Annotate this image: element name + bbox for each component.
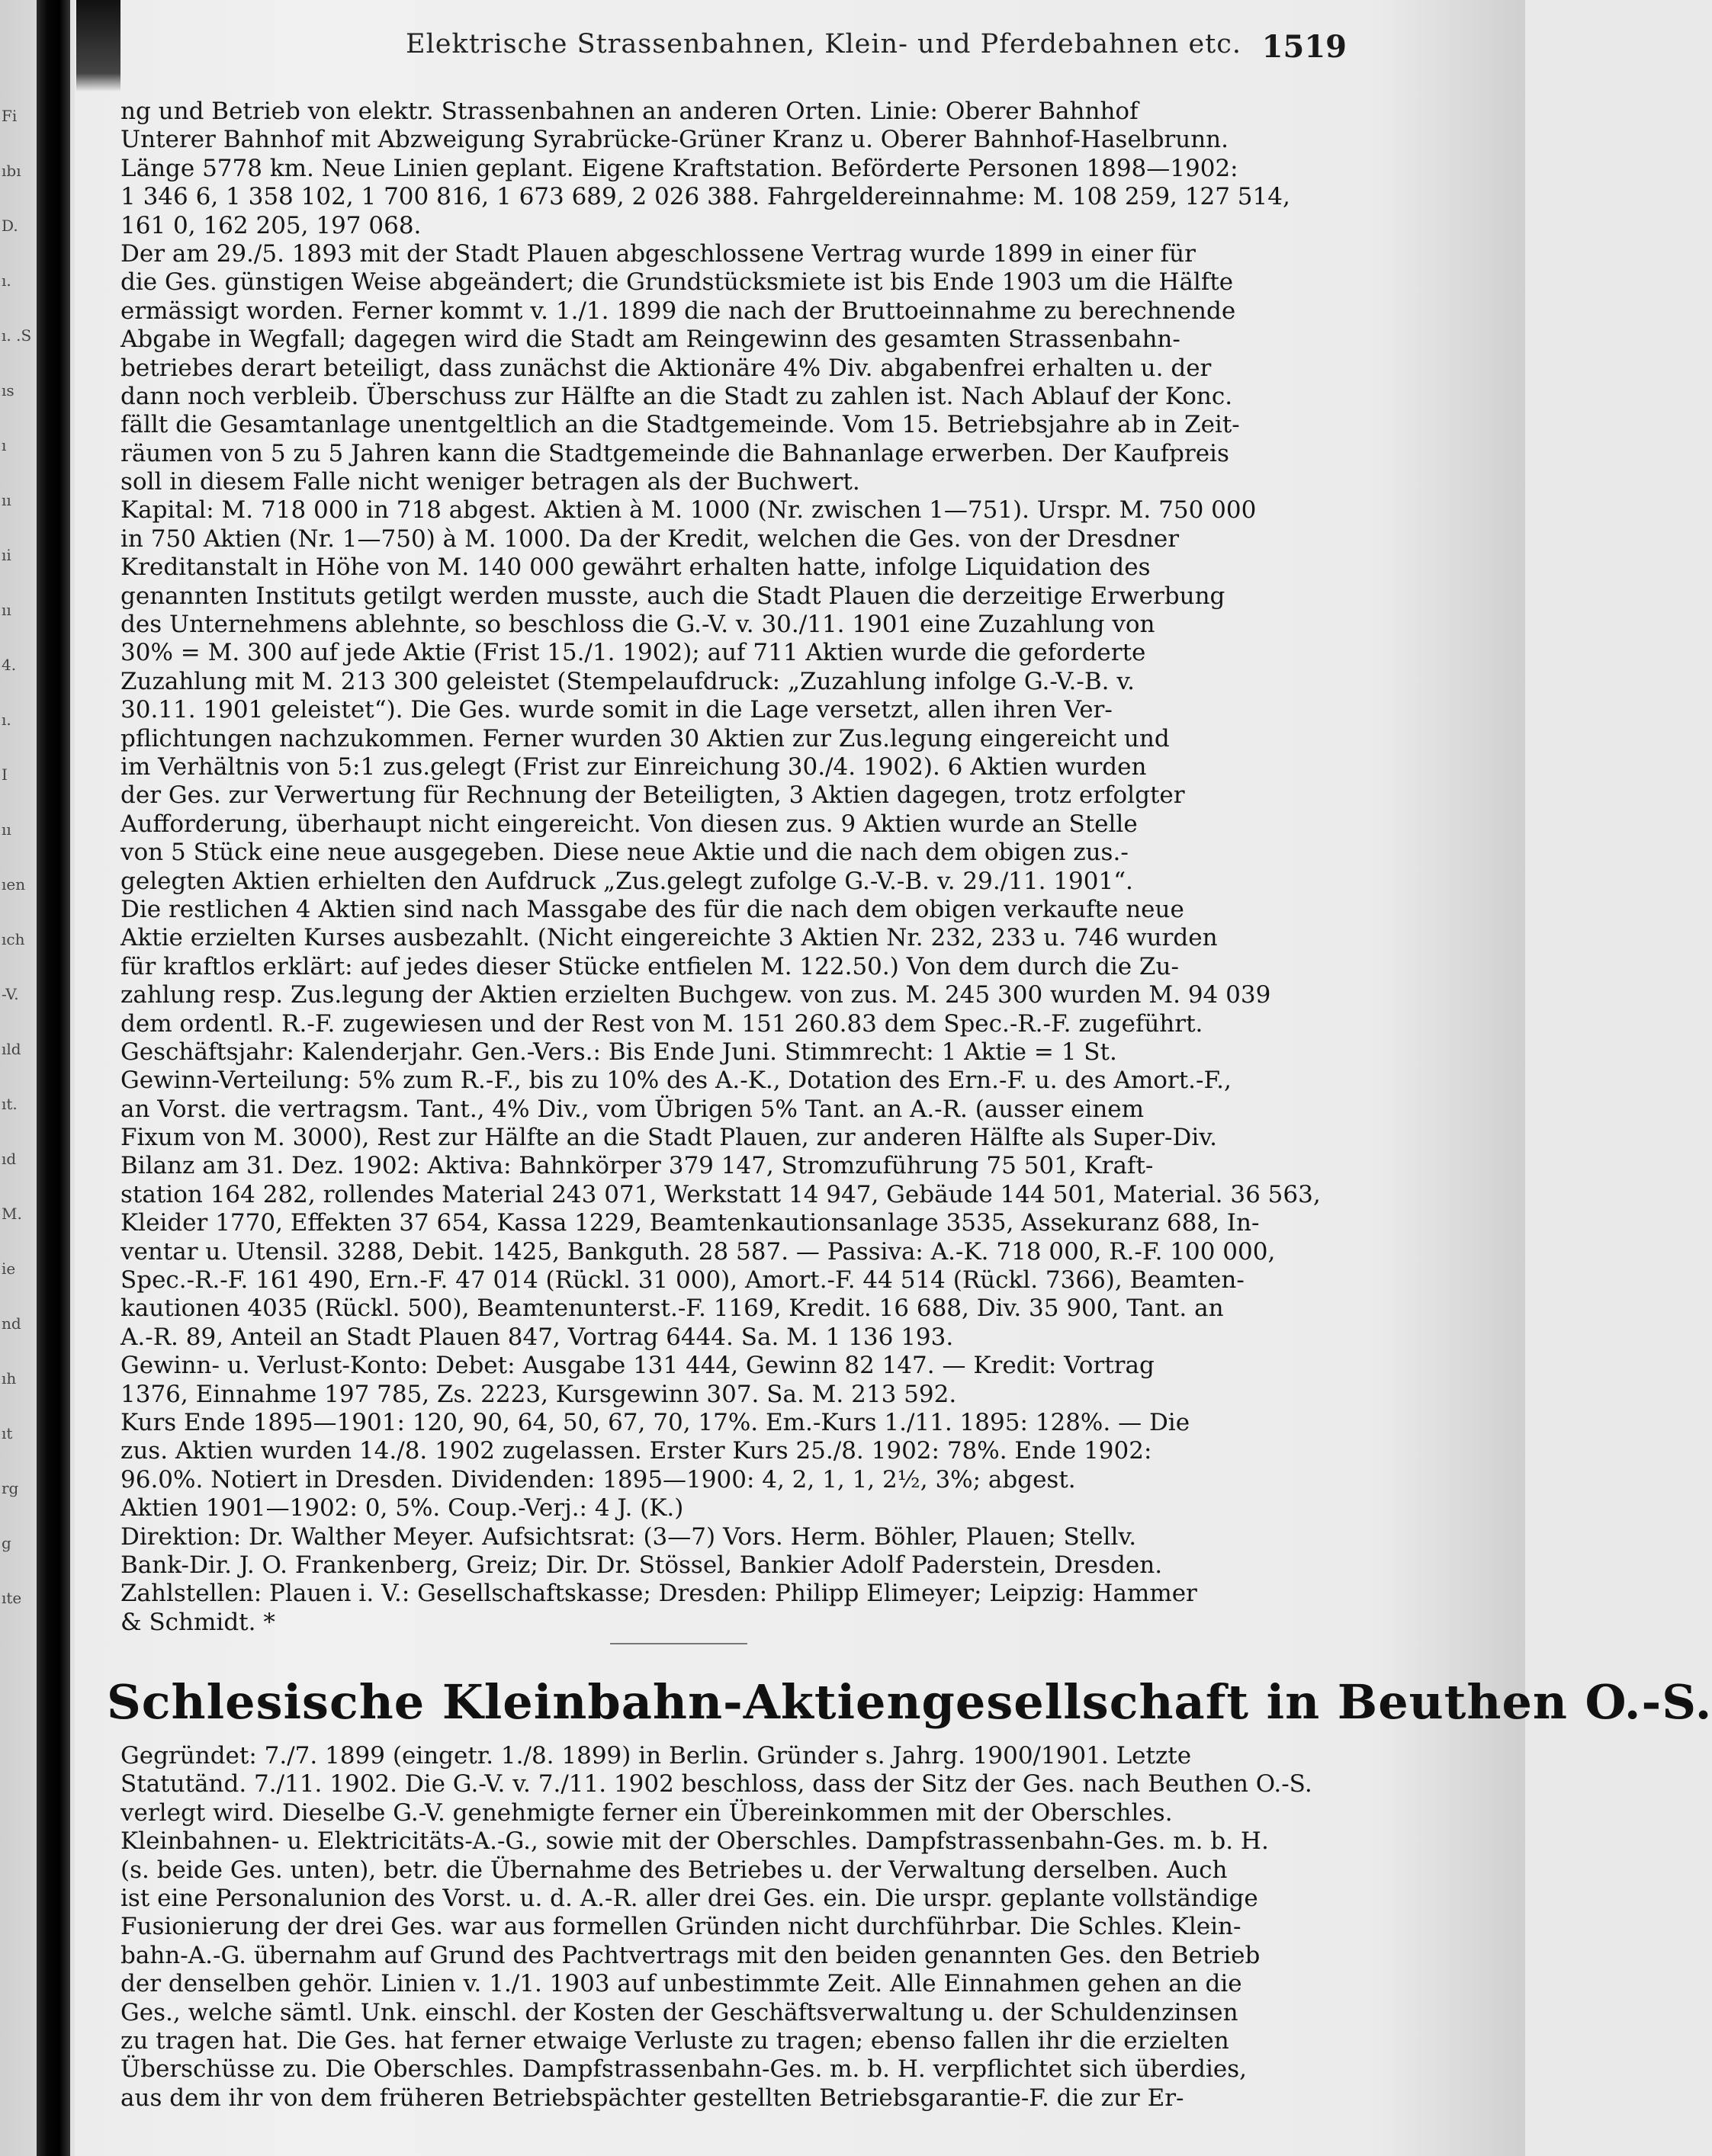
text-line: der Ges. zur Verwertung für Rechnung der Beteiligten, 3 Aktien dagegen, trotz erfolgter — [120, 781, 1185, 810]
margin-fragment: 4. — [2, 656, 17, 674]
margin-fragment: ıı — [2, 820, 11, 839]
text-line: Kleider 1770, Effekten 37 654, Kassa 1229, Beamtenkautionsanlage 3535, Assekuranz 688, In- — [120, 1209, 1260, 1237]
text-line: die Ges. günstigen Weise abgeändert; die Grundstücksmiete ist bis Ende 1903 um die Hälfte — [120, 268, 1234, 297]
text-line: zu tragen hat. Die Ges. hat ferner etwaige Verluste zu tragen; ebenso fallen ihr die erzielten — [120, 2026, 1229, 2055]
margin-fragment: rg — [2, 1479, 19, 1497]
text-line: Gewinn- u. Verlust-Konto: Debet: Ausgabe 131 444, Gewinn 82 147. — Kredit: Vortrag — [120, 1352, 1155, 1380]
text-line: Fusionierung der drei Ges. war aus formellen Gründen nicht durchführbar. Die Schles. Klein- — [120, 1913, 1241, 1941]
text-line: Überschüsse zu. Die Oberschles. Dampfstrassenbahn-Ges. m. b. H. verpflichtet sich überdies, — [120, 2055, 1247, 2084]
text-line: pflichtungen nachzukommen. Ferner wurden 30 Aktien zur Zus.legung eingereicht und — [120, 724, 1170, 752]
text-line: an Vorst. die vertragsm. Tant., 4% Div., vom Übrigen 5% Tant. an A.-R. (ausser einem — [120, 1095, 1145, 1123]
text-line: A.-R. 89, Anteil an Stadt Plauen 847, Vortrag 6444. Sa. M. 1 136 193. — [120, 1323, 954, 1351]
text-line: zahlung resp. Zus.legung der Aktien erzielten Buchgew. von zus. M. 245 300 wurden M. 94 039 — [120, 981, 1271, 1009]
text-line: in 750 Aktien (Nr. 1—750) à M. 1000. Da der Kredit, welchen die Ges. von der Dresdner — [120, 525, 1180, 553]
text-line: fällt die Gesamtanlage unentgeltlich an die Stadtgemeinde. Vom 15. Betriebsjahre ab in Zeit- — [120, 411, 1240, 439]
margin-fragment: ıbı — [2, 162, 21, 180]
text-line: Statutänd. 7./11. 1902. Die G.-V. v. 7./11. 1902 beschloss, dass der Sitz der Ges. nach Beuthen O.-S. — [120, 1770, 1312, 1798]
margin-fragment: ıı — [2, 601, 11, 619]
text-line: verlegt wird. Dieselbe G.-V. genehmigte ferner ein Übereinkommen mit der Oberschles. — [120, 1798, 1173, 1827]
margin-fragment: ı. — [2, 711, 11, 729]
text-line: der denselben gehör. Linien v. 1./1. 1903 auf unbestimmte Zeit. Alle Einnahmen gehen an die — [120, 1970, 1242, 1998]
text-line: ventar u. Utensil. 3288, Debit. 1425, Bankguth. 28 587. — Passiva: A.-K. 718 000, R.-F. 100 000, — [120, 1237, 1276, 1266]
margin-fragment: ıh — [2, 1369, 17, 1388]
margin-fragment: ıch — [2, 930, 25, 948]
text-line: 30% = M. 300 auf jede Aktie (Frist 15./1. 1902); auf 711 Aktien wurde die geforderte — [120, 639, 1146, 667]
text-line: Zahlstellen: Plauen i. V.: Gesellschaftskasse; Dresden: Philipp Elimeyer; Leipzig: Hammer — [120, 1580, 1197, 1608]
text-line: Der am 29./5. 1893 mit der Stadt Plauen abgeschlossene Vertrag wurde 1899 in einer für — [120, 239, 1196, 268]
margin-fragment: I — [2, 765, 8, 784]
margin-fragment: ie — [2, 1259, 16, 1278]
text-line: & Schmidt. * — [120, 1608, 275, 1636]
text-line: ist eine Personalunion des Vorst. u. d. A.-R. aller drei Ges. ein. Die urspr. geplante vollständige — [120, 1884, 1258, 1912]
text-line: Direktion: Dr. Walther Meyer. Aufsichtsrat: (3—7) Vors. Herm. Böhler, Plauen; Stellv. — [120, 1522, 1137, 1551]
text-line: soll in diesem Falle nicht weniger betragen als der Buchwert. — [120, 468, 860, 496]
margin-fragment: ıld — [2, 1040, 21, 1058]
text-line: Kurs Ende 1895—1901: 120, 90, 64, 50, 67, 70, 17%. Em.-Kurs 1./11. 1895: 128%. — Die — [120, 1408, 1190, 1436]
text-line: Die restlichen 4 Aktien sind nach Massgabe des für die nach dem obigen verkaufte neue — [120, 895, 1184, 923]
text-line: gelegten Aktien erhielten den Aufdruck „Zus.gelegt zufolge G.-V.-B. v. 29./11. 1901“. — [120, 867, 1133, 895]
margin-fragment: nd — [2, 1314, 21, 1333]
text-line: dem ordentl. R.-F. zugewiesen und der Rest von M. 151 260.83 dem Spec.-R.-F. zugeführt. — [120, 1009, 1203, 1038]
text-line: des Unternehmens ablehnte, so beschloss die G.-V. v. 30./11. 1901 eine Zuzahlung von — [120, 611, 1155, 639]
margin-fragment: D. — [2, 217, 18, 235]
text-line: (s. beide Ges. unten), betr. die Übernahme des Betriebes u. der Verwaltung derselben. Auch — [120, 1856, 1228, 1884]
margin-fragment: ıı — [2, 491, 11, 509]
text-line: Kreditanstalt in Höhe von M. 140 000 gewährt erhalten hatte, infolge Liquidation des — [120, 553, 1151, 582]
text-line: für kraftlos erklärt: auf jedes dieser Stücke entfielen M. 122.50.) Von dem durch die Zu- — [120, 952, 1179, 980]
company-entry-body — [120, 98, 1341, 1637]
text-line: ermässigt worden. Ferner kommt v. 1./1. 1899 die nach der Bruttoeinnahme zu berechnende — [120, 297, 1236, 325]
text-line: räumen von 5 zu 5 Jahren kann die Stadtgemeinde die Bahnanlage erwerben. Der Kaufpreis — [120, 439, 1229, 467]
margin-fragment: Fi — [2, 107, 18, 125]
text-line: 1 346 6, 1 358 102, 1 700 816, 1 673 689, 2 026 388. Fahrgeldereinnahme: M. 108 259, 127 514, — [120, 183, 1290, 211]
page-number: 1519 — [1261, 29, 1347, 65]
section-divider — [610, 1643, 747, 1644]
text-line: kautionen 4035 (Rückl. 500), Beamtenunterst.-F. 1169, Kredit. 16 688, Div. 35 900, Tant. an — [120, 1295, 1224, 1323]
margin-fragment: ıd — [2, 1150, 17, 1168]
book-binding-shadow — [37, 0, 70, 2156]
text-line: 30.11. 1901 geleistet“). Die Ges. wurde somit in die Lage versetzt, allen ihren Ver- — [120, 696, 1113, 724]
company-title: Schlesische Kleinbahn-Aktiengesellschaft in Beuthen O.-S. — [107, 1674, 1712, 1730]
text-line: Aktie erzielten Kurses ausbezahlt. (Nicht eingereichte 3 Aktien Nr. 232, 233 u. 746 wurden — [120, 924, 1218, 952]
margin-fragment: M. — [2, 1205, 22, 1223]
margin-fragment: ıt. — [2, 1095, 18, 1113]
text-line: Gewinn-Verteilung: 5% zum R.-F., bis zu 10% des A.-K., Dotation des Ern.-F. u. des Amort.-F., — [120, 1067, 1232, 1095]
margin-fragment: ı — [2, 436, 7, 454]
text-line: 96.0%. Notiert in Dresden. Dividenden: 1895—1900: 4, 2, 1, 1, 2½, 3%; abgest. — [120, 1465, 1076, 1493]
text-line: im Verhältnis von 5:1 zus.gelegt (Frist zur Einreichung 30./4. 1902). 6 Aktien wurden — [120, 752, 1147, 781]
text-line: ng und Betrieb von elektr. Strassenbahnen an anderen Orten. Linie: Oberer Bahnhof — [120, 98, 1139, 125]
text-line: 161 0, 162 205, 197 068. — [120, 211, 422, 239]
text-line: Fixum von M. 3000), Rest zur Hälfte an die Stadt Plauen, zur anderen Hälfte als Super-Div. — [120, 1124, 1217, 1152]
text-line: Länge 5778 km. Neue Linien geplant. Eigene Kraftstation. Beförderte Personen 1898—1902: — [120, 154, 1238, 182]
margin-fragment: ı. .S — [2, 326, 32, 345]
margin-fragment: ıte — [2, 1589, 22, 1607]
text-line: Ges., welche sämtl. Unk. einschl. der Kosten der Geschäftsverwaltung u. der Schuldenzinsen — [120, 1998, 1238, 2026]
margin-fragment: g — [2, 1534, 11, 1552]
text-line: Abgabe in Wegfall; dagegen wird die Stadt am Reingewinn des gesamten Strassenbahn- — [120, 326, 1180, 354]
text-line: Geschäftsjahr: Kalenderjahr. Gen.-Vers.: Bis Ende Juni. Stimmrecht: 1 Aktie = 1 St. — [120, 1038, 1117, 1066]
text-line: Spec.-R.-F. 161 490, Ern.-F. 47 014 (Rückl. 31 000), Amort.-F. 44 514 (Rückl. 7366), Beamten- — [120, 1266, 1245, 1295]
margin-fragment: ıt — [2, 1424, 13, 1442]
text-line: Kapital: M. 718 000 in 718 abgest. Aktien à M. 1000 (Nr. zwischen 1—751). Urspr. M. 750 000 — [120, 496, 1257, 525]
margin-fragment: -V. — [2, 985, 19, 1003]
company-entry-body-2 — [120, 1742, 1341, 2113]
running-header: Elektrische Strassenbahnen, Klein- und Pferdebahnen etc. — [406, 29, 1241, 59]
margin-fragment: ıs — [2, 381, 14, 399]
margin-fragment: ı. — [2, 271, 11, 290]
text-line: Bilanz am 31. Dez. 1902: Aktiva: Bahnkörper 379 147, Stromzuführung 75 501, Kraft- — [120, 1152, 1154, 1180]
text-line: Aufforderung, überhaupt nicht eingereicht. Von diesen zus. 9 Aktien wurde an Stelle — [120, 810, 1138, 838]
text-line: betriebes derart beteiligt, dass zunächst die Aktionäre 4% Div. abgabenfrei erhalten u. der — [120, 354, 1212, 382]
text-line: Gegründet: 7./7. 1899 (eingetr. 1./8. 1899) in Berlin. Gründer s. Jahrg. 1900/1901. Letzte — [120, 1742, 1192, 1769]
text-line: Zuzahlung mit M. 213 300 geleistet (Stempelaufdruck: „Zuzahlung infolge G.-V.-B. v. — [120, 667, 1135, 695]
margin-fragment: ıi — [2, 546, 11, 564]
text-line: station 164 282, rollendes Material 243 071, Werkstatt 14 947, Gebäude 144 501, Material. 36 563, — [120, 1180, 1321, 1208]
text-line: 1376, Einnahme 197 785, Zs. 2223, Kursgewinn 307. Sa. M. 213 592. — [120, 1380, 957, 1408]
binding-shadow-top — [76, 0, 120, 91]
text-line: Bank-Dir. J. O. Frankenberg, Greiz; Dir. Dr. Stössel, Bankier Adolf Paderstein, Dresden. — [120, 1551, 1163, 1579]
text-line: Kleinbahnen- u. Elektricitäts-A.-G., sowie mit der Oberschles. Dampfstrassenbahn-Ges. m. b. H. — [120, 1827, 1269, 1856]
text-line: von 5 Stück eine neue ausgegeben. Diese neue Aktie und die nach dem obigen zus.- — [120, 839, 1129, 867]
text-line: Aktien 1901—1902: 0, 5%. Coup.-Verj.: 4 J. (K.) — [120, 1494, 684, 1522]
text-line: Unterer Bahnhof mit Abzweigung Syrabrücke-Grüner Kranz u. Oberer Bahnhof-Haselbrunn. — [120, 126, 1229, 154]
margin-fragment: ıen — [2, 875, 26, 894]
text-line: bahn-A.-G. übernahm auf Grund des Pachtvertrags mit den beiden genannten Ges. den Betrieb — [120, 1941, 1261, 1969]
text-line: genannten Instituts getilgt werden musste, auch die Stadt Plauen die derzeitige Erwerbung — [120, 582, 1225, 610]
text-line: zus. Aktien wurden 14./8. 1902 zugelassen. Erster Kurs 25./8. 1902: 78%. Ende 1902: — [120, 1437, 1152, 1465]
text-line: aus dem ihr von dem früheren Betriebspächter gestellten Betriebsgarantie-F. die zur Er- — [120, 2084, 1184, 2112]
text-line: dann noch verbleib. Überschuss zur Hälfte an die Stadt zu zahlen ist. Nach Ablauf der Konc. — [120, 382, 1233, 410]
